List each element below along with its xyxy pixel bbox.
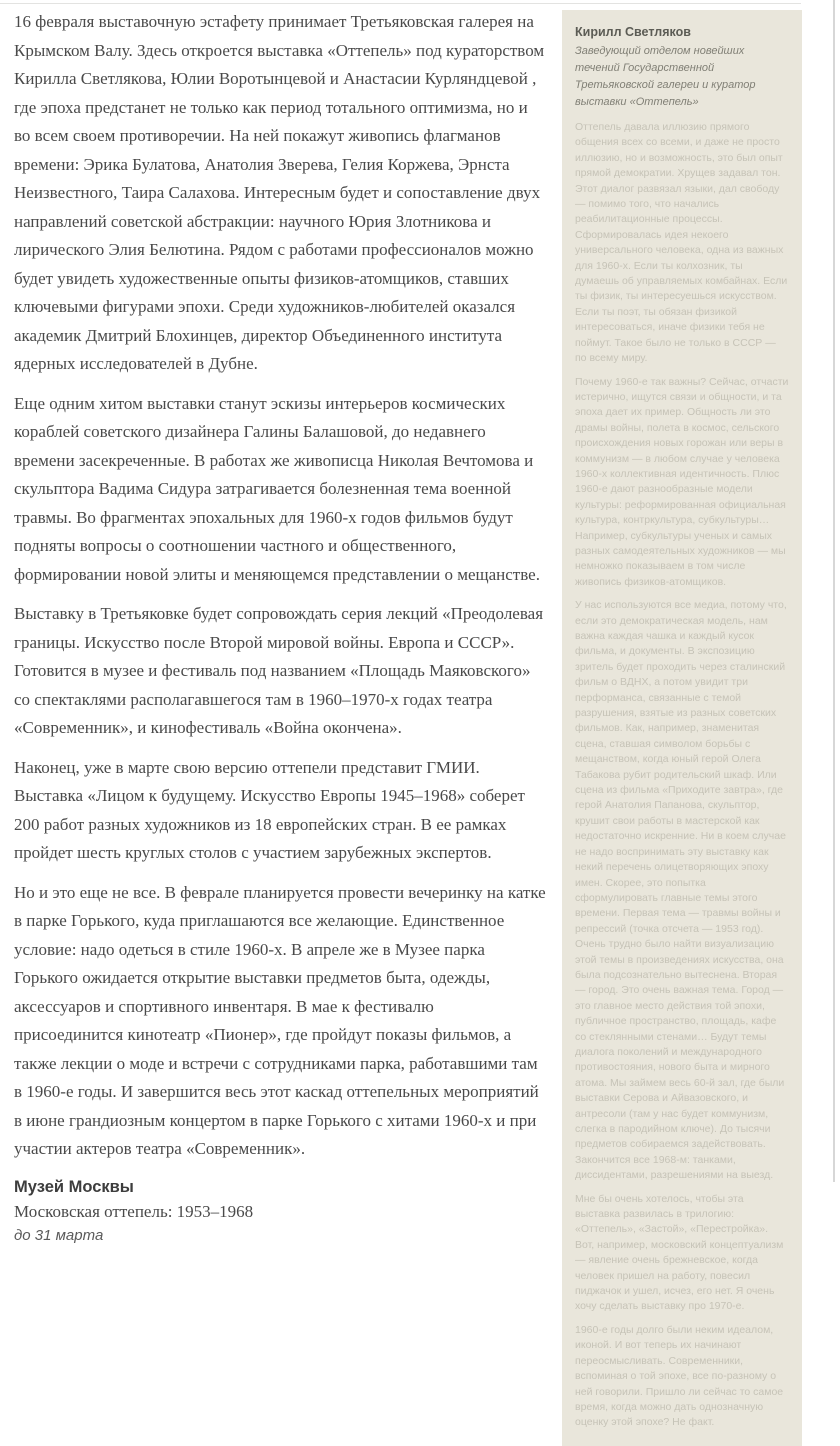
article-paragraph: Но и это еще не все. В феврале планируется провести вечеринку на катке в парке Горького, куда приглашаются все желающие. Единственное условие: надо одеться в стиле 1960-х. В апреле же в Музее парка Горького ожидается открытие выставки предметов быта, одежды, аксессуаров и спортивного инвентаря. В мае к фестивалю присоединится кинотеатр «Пионер», где пройдут показы фильмов, а также лекции о моде и встречи с сотрудниками парка, работавшими там в 1960-е годы. И завершится весь этот каскад оттепельных мероприятий в июне грандиозным концертом в парке Горького с хитами 1960-х и при участии актеров театра «Современник». <box>14 882 546 1158</box>
article-paragraph: Выставку в Третьяковке будет сопровождать серия лекций «Преодолевая границы. Искусство после Второй мировой войны. Европа и СССР». Готовится в музее и фестиваль под названием «Площадь Маяковского» со спектаклями располагавшегося там в 1960–1970-х годах театра «Современник», и кинофестиваль «Война окончена». <box>14 604 544 737</box>
article-paragraph: 16 февраля выставочную эстафету принимает Третьяковская галерея на Крымском Валу. Здесь откроется выставка «Оттепель» под кураторством Кирилла Светлякова, Юлии Воротынцевой и Анастасии Курляндцевой , где эпоха предстанет не только как период тотального оптимизма, но и во всем своем противоречии. На ней покажут живопись флагманов времени: Эрика Булатова, Анатолия Зверева, Гелия Коржева, Эрнста Неизвестного, Таира Салахова. Интересным будет и сопоставление двух направлений советской абстракции: научного Юрия Злотникова и лирического Элия Белютина. Рядом с работами профессионалов можно будет увидеть художественные опыты физиков-атомщиков, ставших ключевыми фигурами эпохи. Среди художников-любителей оказался академик Дмитрий Блохинцев, директор Объединенного института ядерных исследователей в Дубне. <box>14 12 545 373</box>
exhibition-title: Московская оттепель: 1953–1968 <box>14 1201 254 1221</box>
article-body <box>14 8 547 1247</box>
curator-name: Кирилл Светляков <box>575 25 691 39</box>
article-paragraph: Наконец, уже в марте свою версию оттепели представит ГМИИ. Выставка «Лицом к будущему. Искусство Европы 1945–1968» соберет 200 работ разных художников из 18 европейских стран. В ее рамках пройдет шесть круглых столов с участием зарубежных экспертов. <box>14 757 525 862</box>
curator-quote-paragraph: Почему 1960-е так важны? Сейчас, отчасти истерично, ищутся связи и общности, и та эпоха дает их пример. Общность ли это драмы войны, полета в космос, сельского происхождения новых горожан или веры в коммунизм — в любом случае у человека 1960-х коллективная идентичность. Плюс 1960-е дают разнообразные модели культуры: реформированная официальная культура, контркультура, субкультуры… Например, субкультуры ученых и самых разных самодеятельных художников — мы немножко показываем в том числе живопись физиков-атомщиков. <box>575 375 789 588</box>
curator-quote-paragraph: Мне бы очень хотелось, чтобы эта выставка развилась в трилогию: «Оттепель», «Застой», «Перестройка». Вот, например, московский концептуализм — явление очень брежневское, когда человек пришел на работу, повесил пиджачок и ушел, исчез, его нет. Я очень хочу сделать выставку про 1970-е. <box>575 1192 784 1313</box>
article-paragraph: Еще одним хитом выставки станут эскизы интерьеров космических кораблей советского дизайнера Галины Балашовой, до недавнего времени засекреченные. В работах же живописца Николая Вечтомова и скульптора Вадима Сидура затрагивается болезненная тема военной травмы. Во фрагментах эпохальных для 1960-х годов фильмов будут подняты вопросы о соотношении частного и общественного, формировании новой элиты и меняющемся представлении о мещанстве. <box>14 393 540 584</box>
exhibition-details <box>14 1175 547 1247</box>
exhibition-dates: до 31 марта <box>14 1226 104 1244</box>
curator-quote-paragraph: Оттепель давала иллюзию прямого общения всех со всеми, и даже не просто иллюзию, но и возможность, это был опыт прямой демократии. Хрущев задавал тон. Этот диалог развязал языки, дал свободу — помимо того, что начались реабилитационные процессы. Сформировалась идея некоего универсального человека, одна из важных для 1960-х. Если ты колхозник, ты думаешь об управляемых комбайнах. Если ты физик, ты интересуешься искусством. Если ты поэт, ты обязан физикой интересоваться, иначе физики тебя не поймут. Такое было не только в СССР — по всему миру. <box>575 121 788 365</box>
top-divider <box>0 3 801 4</box>
curator-quote-sidebar <box>562 10 802 1446</box>
curator-quote-paragraph: У нас используются все медиа, потому что, если это демократическая модель, нам важна каждая чашка и каждый кусок фильма, и документы. В экспозицию зритель будет проходить через сталинский фильм о ВДНХ, а потом увидит три перформанса, связанные с темой разрушения, взятые из разных советских фильмов. Как, например, знаменитая сцена, ставшая символом борьбы с мещанством, когда юный герой Олега Табакова рубит родительский шкаф. Или сцена из фильма «Приходите завтра», где герой Анатолия Папанова, скульптор, крушит свои работы в мастерской как недостаточно искренние. Ни в коем случае не надо воспринимать эту выставку как некий перечень олицетворяющих эпоху имен. Скорее, это попытка сформулировать главные темы этого времени. Первая тема — травмы войны и репрессий (точка отсчета — 1953 год). Очень трудно было найти визуализацию этой темы в произведениях искусства, она была подсознательно вытеснена. Вторая — город. Это очень важная тема. Город — это главное место действия той эпохи, публичное пространство, площадь, кафе со стеклянными стенами… Будут темы диалога поколений и международного противостояния, нового быта и мирного атома. Мы займем весь 60-й зал, где были выставки Серова и Айвазовского, и антресоли (там у нас будет коммунизм, слегка в пародийном ключе). До тысячи предметов собираемся задействовать. Закончится все 1968-м: танками, диссидентами, разрешениями на выезд. <box>575 599 787 1182</box>
venue-name: Музей Москвы <box>14 1177 134 1196</box>
curator-quote-paragraph: 1960-е годы долго были неким идеалом, иконой. И вот теперь их начинают переосмысливать. Современники, вспоминая о той эпохе, все по-разному о ней говорили. Пришло ли сейчас то самое время, когда можно дать однозначную оценку этой эпохе? Не факт. <box>575 1323 784 1429</box>
page-right-edge <box>833 0 835 1182</box>
curator-title: Заведующий отделом новейших течений Государственной Третьяковской галереи и куратор выставки «Оттепель» <box>575 45 756 108</box>
